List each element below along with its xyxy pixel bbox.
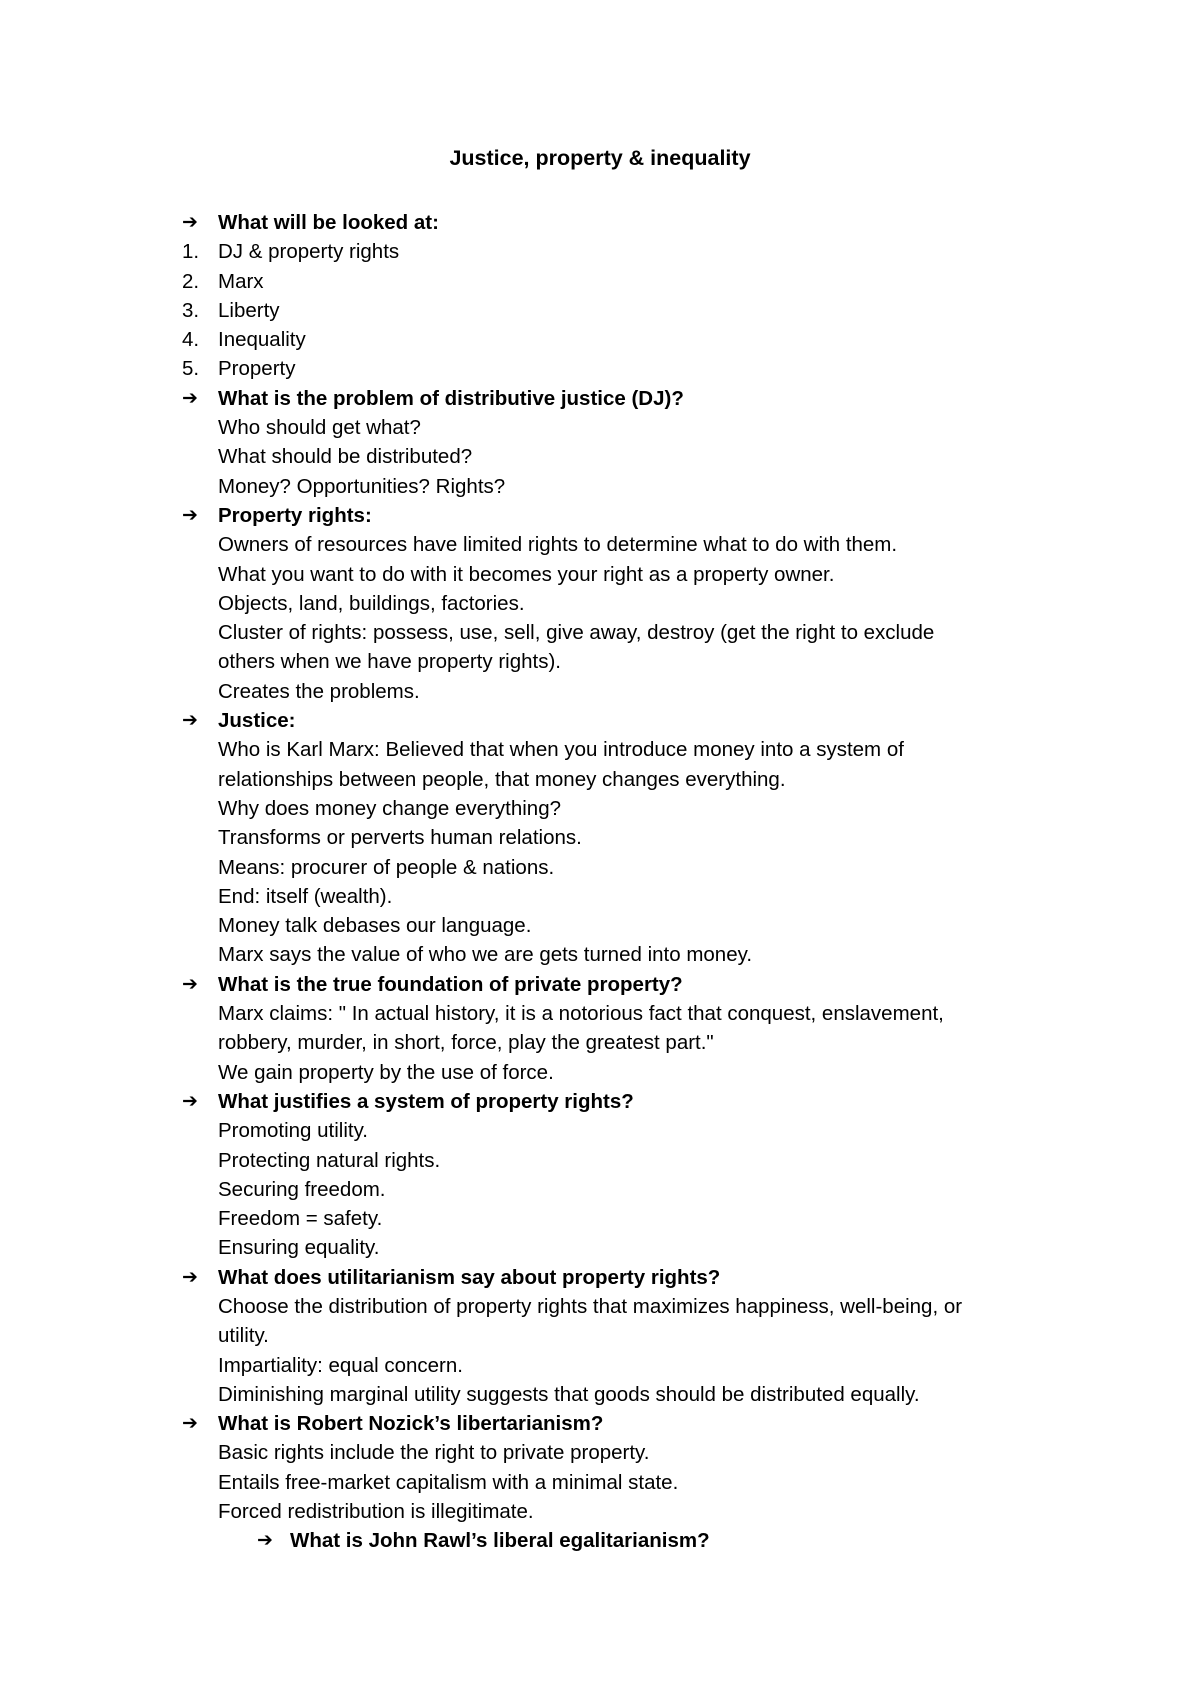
line-text: What is Robert Nozick’s libertarianism? <box>218 1412 604 1436</box>
section-heading <box>0 208 1200 237</box>
line-text: Liberty <box>218 298 280 322</box>
line-text: utility. <box>218 1324 269 1348</box>
arrow-bullet-icon: ➔ <box>182 504 198 526</box>
section-heading <box>0 970 1200 999</box>
line-text: Securing freedom. <box>218 1177 386 1201</box>
arrow-bullet-icon: ➔ <box>182 212 198 233</box>
line-text: Marx claims: " In actual history, it is a notorious fact that conquest, enslavement, <box>218 1002 944 1026</box>
section-heading <box>0 1087 1200 1116</box>
line-text: Protecting natural rights. <box>218 1148 441 1172</box>
line-text: What justifies a system of property rights? <box>218 1089 634 1113</box>
line-text: Objects, land, buildings, factories. <box>218 591 525 615</box>
subsection-heading <box>0 1526 1200 1555</box>
body-line <box>0 765 1200 794</box>
body-line <box>0 677 1200 706</box>
line-text: Creates the problems. <box>218 679 420 703</box>
line-text: End: itself (wealth). <box>218 884 393 908</box>
section-heading <box>0 501 1200 530</box>
line-text: Forced redistribution is illegitimate. <box>218 1500 534 1524</box>
arrow-bullet-icon: ➔ <box>182 973 198 995</box>
body-line <box>0 1380 1200 1409</box>
arrow-bullet-icon: ➔ <box>182 710 198 732</box>
list-number: 5. <box>182 357 200 381</box>
line-text: Freedom = safety. <box>218 1207 383 1231</box>
line-text: Inequality <box>218 328 306 352</box>
line-text: Choose the distribution of property rights that maximizes happiness, well-being, or <box>218 1294 963 1318</box>
line-text: Justice: <box>218 709 296 733</box>
body-line <box>0 1175 1200 1204</box>
line-text: Promoting utility. <box>218 1119 369 1143</box>
numbered-list-item <box>0 325 1200 354</box>
line-text: What you want to do with it becomes your right as a property owner. <box>218 562 835 586</box>
line-text: robbery, murder, in short, force, play the greatest part." <box>218 1031 714 1055</box>
body-line <box>0 882 1200 911</box>
line-text: Owners of resources have limited rights to determine what to do with them. <box>218 533 898 557</box>
line-text: Ensuring equality. <box>218 1236 380 1260</box>
section-heading <box>0 706 1200 735</box>
body-line <box>0 853 1200 882</box>
line-text: Diminishing marginal utility suggests that goods should be distributed equally. <box>218 1382 920 1406</box>
line-text: Means: procurer of people & nations. <box>218 855 555 879</box>
body-line <box>0 618 1200 647</box>
arrow-bullet-icon: ➔ <box>182 1413 198 1435</box>
section-heading <box>0 1263 1200 1292</box>
line-text: Marx says the value of who we are gets turned into money. <box>218 943 753 967</box>
line-text: Money talk debases our language. <box>218 914 532 938</box>
arrow-bullet-icon: ➔ <box>182 1090 198 1112</box>
body-line <box>0 530 1200 559</box>
body-line <box>0 735 1200 764</box>
numbered-list-item <box>0 267 1200 296</box>
line-text: DJ & property rights <box>218 240 400 264</box>
arrow-bullet-icon: ➔ <box>257 1530 273 1552</box>
list-number: 3. <box>182 298 200 322</box>
body-line <box>0 1468 1200 1497</box>
body-line <box>0 1292 1200 1321</box>
body-line <box>0 823 1200 852</box>
line-text: relationships between people, that money changes everything. <box>218 767 786 791</box>
line-text: others when we have property rights). <box>218 650 561 674</box>
body-line <box>0 1146 1200 1175</box>
body-line <box>0 1058 1200 1087</box>
body-line <box>0 1497 1200 1526</box>
line-text: What does utilitarianism say about property rights? <box>218 1265 721 1289</box>
section-heading <box>0 384 1200 413</box>
body-line <box>0 940 1200 969</box>
section-heading <box>0 1409 1200 1438</box>
line-text: We gain property by the use of force. <box>218 1060 554 1084</box>
body-line <box>0 560 1200 589</box>
body-line <box>0 1351 1200 1380</box>
list-number: 4. <box>182 328 200 352</box>
document-body <box>0 208 1200 1556</box>
body-line <box>0 1116 1200 1145</box>
list-number: 1. <box>182 240 200 264</box>
line-text: Impartiality: equal concern. <box>218 1353 463 1377</box>
line-text: Transforms or perverts human relations. <box>218 826 582 850</box>
line-text: Entails free-market capitalism with a minimal state. <box>218 1470 679 1494</box>
body-line <box>0 1233 1200 1262</box>
line-text: Who is Karl Marx: Believed that when you introduce money into a system of <box>218 738 904 762</box>
arrow-bullet-icon: ➔ <box>182 1266 198 1288</box>
line-text: What will be looked at: <box>218 211 439 234</box>
line-text: Money? Opportunities? Rights? <box>218 474 506 498</box>
line-text: What is the problem of distributive justice (DJ)? <box>218 386 684 410</box>
body-line <box>0 1204 1200 1233</box>
body-line <box>0 472 1200 501</box>
line-text: What should be distributed? <box>218 445 473 469</box>
body-line <box>0 413 1200 442</box>
body-line <box>0 442 1200 471</box>
line-text: Marx <box>218 269 264 293</box>
body-line <box>0 999 1200 1028</box>
numbered-list-item <box>0 354 1200 383</box>
body-line <box>0 1438 1200 1467</box>
line-text: Property rights: <box>218 503 372 527</box>
line-text: Property <box>218 357 296 381</box>
line-text: Basic rights include the right to private property. <box>218 1441 650 1465</box>
list-number: 2. <box>182 269 200 293</box>
line-text: Who should get what? <box>218 416 421 440</box>
body-line <box>0 1028 1200 1057</box>
numbered-list-item <box>0 237 1200 266</box>
line-text: Why does money change everything? <box>218 796 562 820</box>
body-line <box>0 794 1200 823</box>
body-line <box>0 911 1200 940</box>
line-text: Cluster of rights: possess, use, sell, give away, destroy (get the right to exclude <box>218 621 935 645</box>
body-line <box>0 589 1200 618</box>
body-line <box>0 1321 1200 1350</box>
numbered-list-item <box>0 296 1200 325</box>
arrow-bullet-icon: ➔ <box>182 387 198 409</box>
line-text: What is John Rawl’s liberal egalitarianism? <box>290 1529 710 1553</box>
line-text: What is the true foundation of private property? <box>218 972 683 996</box>
page-title: Justice, property & inequality <box>449 146 751 170</box>
body-line <box>0 647 1200 676</box>
